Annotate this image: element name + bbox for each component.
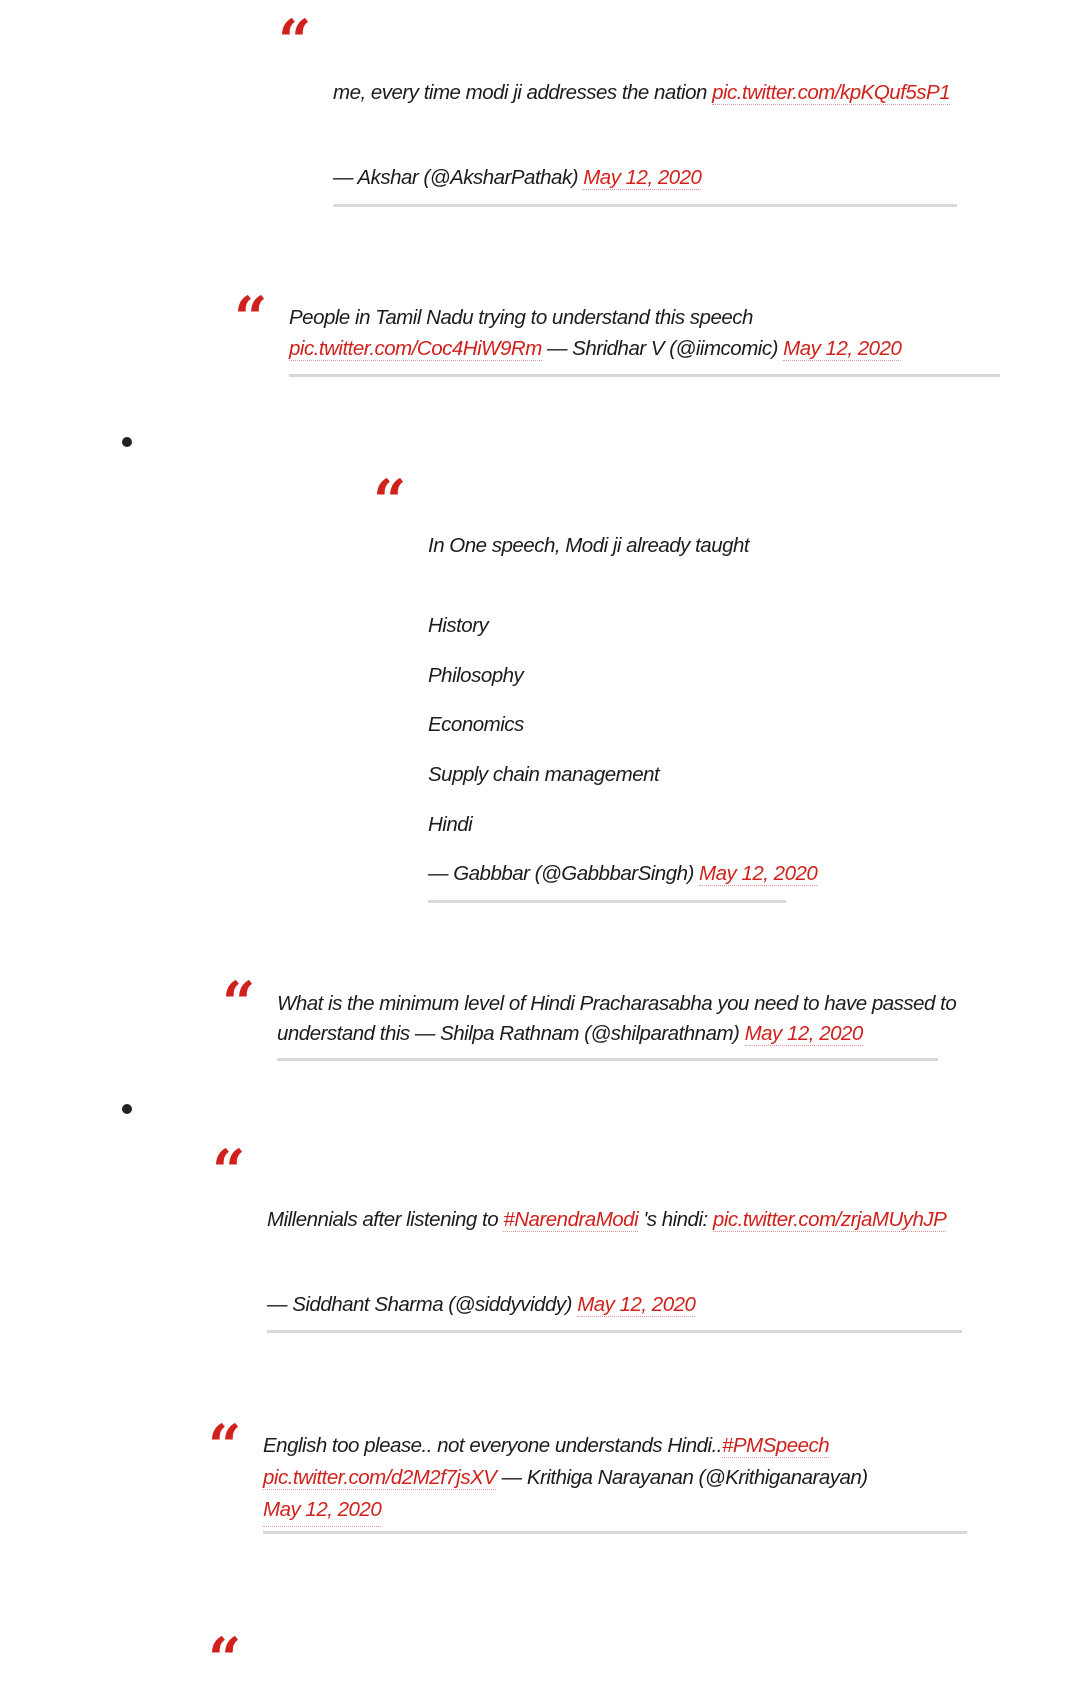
tweet-date-link[interactable]: May 12, 2020: [699, 862, 818, 885]
tweet-text-line: [333, 77, 957, 109]
tweet-list-item: Economics: [428, 713, 524, 736]
tweet-quote-3: [373, 460, 818, 910]
tweet-image-link[interactable]: pic.twitter.com/d2M2f7jsXV: [263, 1466, 497, 1489]
tweet-quote-6: [208, 1412, 967, 1538]
tweet-text: Millennials after listening to: [267, 1208, 499, 1231]
tweet-author: — Akshar (@AksharPathak): [333, 166, 579, 189]
quote-mark-icon: “: [208, 1625, 242, 1693]
tweet-text: 's hindi:: [643, 1208, 708, 1231]
quote-mark-icon: “: [373, 467, 407, 535]
list-bullet: [122, 437, 132, 447]
tweet-quote-4: [222, 969, 957, 1065]
tweet-quote-2: [234, 284, 1000, 380]
quote-divider: [428, 900, 786, 903]
hashtag-link[interactable]: #PMSpeech: [721, 1434, 830, 1457]
tweet-image-link[interactable]: pic.twitter.com/kpKQuf5sP1: [712, 81, 951, 104]
tweet-quote-5: [212, 1130, 962, 1340]
tweet-image-link[interactable]: pic.twitter.com/zrjaMUyhJP: [712, 1208, 947, 1231]
tweet-author: — Siddhant Sharma (@siddyviddy): [267, 1293, 572, 1316]
tweet-author: — Shridhar V (@iimcomic): [546, 337, 778, 360]
tweet-list-item: Philosophy: [428, 664, 524, 687]
quote-divider: [263, 1531, 967, 1534]
tweet-text: understand this: [277, 1022, 410, 1045]
tweet-attribution: [277, 1018, 938, 1050]
tweet-text: People in Tamil Nadu trying to understand this speech: [289, 306, 753, 329]
quote-mark-icon: “: [208, 1412, 242, 1480]
quote-divider: [333, 204, 957, 207]
tweet-attribution: [289, 333, 1000, 365]
quote-divider: [267, 1330, 962, 1333]
tweet-date-link[interactable]: May 12, 2020: [577, 1293, 696, 1316]
tweet-text: What is the minimum level of Hindi Pracharasabha you need to have passed to: [277, 992, 957, 1015]
tweet-author: — Gabbbar (@GabbbarSingh): [428, 862, 694, 885]
tweet-date-link[interactable]: May 12, 2020: [783, 337, 902, 360]
tweet-author: — Shilpa Rathnam (@shilparathnam): [414, 1022, 740, 1045]
tweet-attribution: [263, 1462, 967, 1521]
tweet-quote-1: [278, 0, 957, 210]
quote-mark-icon: “: [278, 7, 312, 75]
tweet-list-item: Hindi: [428, 813, 473, 836]
tweet-attribution: [428, 858, 818, 890]
quote-divider: [277, 1058, 938, 1061]
tweet-attribution: [267, 1289, 962, 1321]
quote-divider: [289, 374, 1000, 377]
tweet-date-link[interactable]: May 12, 2020: [583, 166, 702, 189]
quote-mark-icon: “: [212, 1137, 246, 1205]
tweet-text-line: [263, 1430, 967, 1462]
tweet-date-link[interactable]: May 12, 2020: [744, 1022, 863, 1045]
tweet-date-link[interactable]: May 12, 2020: [263, 1494, 381, 1527]
tweet-text-line: [267, 1204, 962, 1236]
tweet-text: me, every time modi ji addresses the nation: [333, 81, 707, 104]
tweet-attribution: [333, 162, 957, 194]
tweet-list-item: History: [428, 614, 489, 637]
tweet-list-item: Supply chain management: [428, 763, 660, 786]
tweet-author: — Krithiga Narayanan (@Krithiganarayan): [501, 1466, 868, 1489]
list-bullet: [122, 1104, 132, 1114]
tweet-text: English too please.. not everyone understands Hindi..: [263, 1434, 722, 1457]
quote-mark-icon: “: [234, 284, 268, 352]
tweet-image-link[interactable]: pic.twitter.com/Coc4HiW9Rm: [289, 337, 542, 360]
hashtag-link[interactable]: #NarendraModi: [503, 1208, 639, 1231]
quote-mark-icon: “: [222, 969, 256, 1037]
tweet-text: In One speech, Modi ji already taught: [428, 534, 750, 557]
